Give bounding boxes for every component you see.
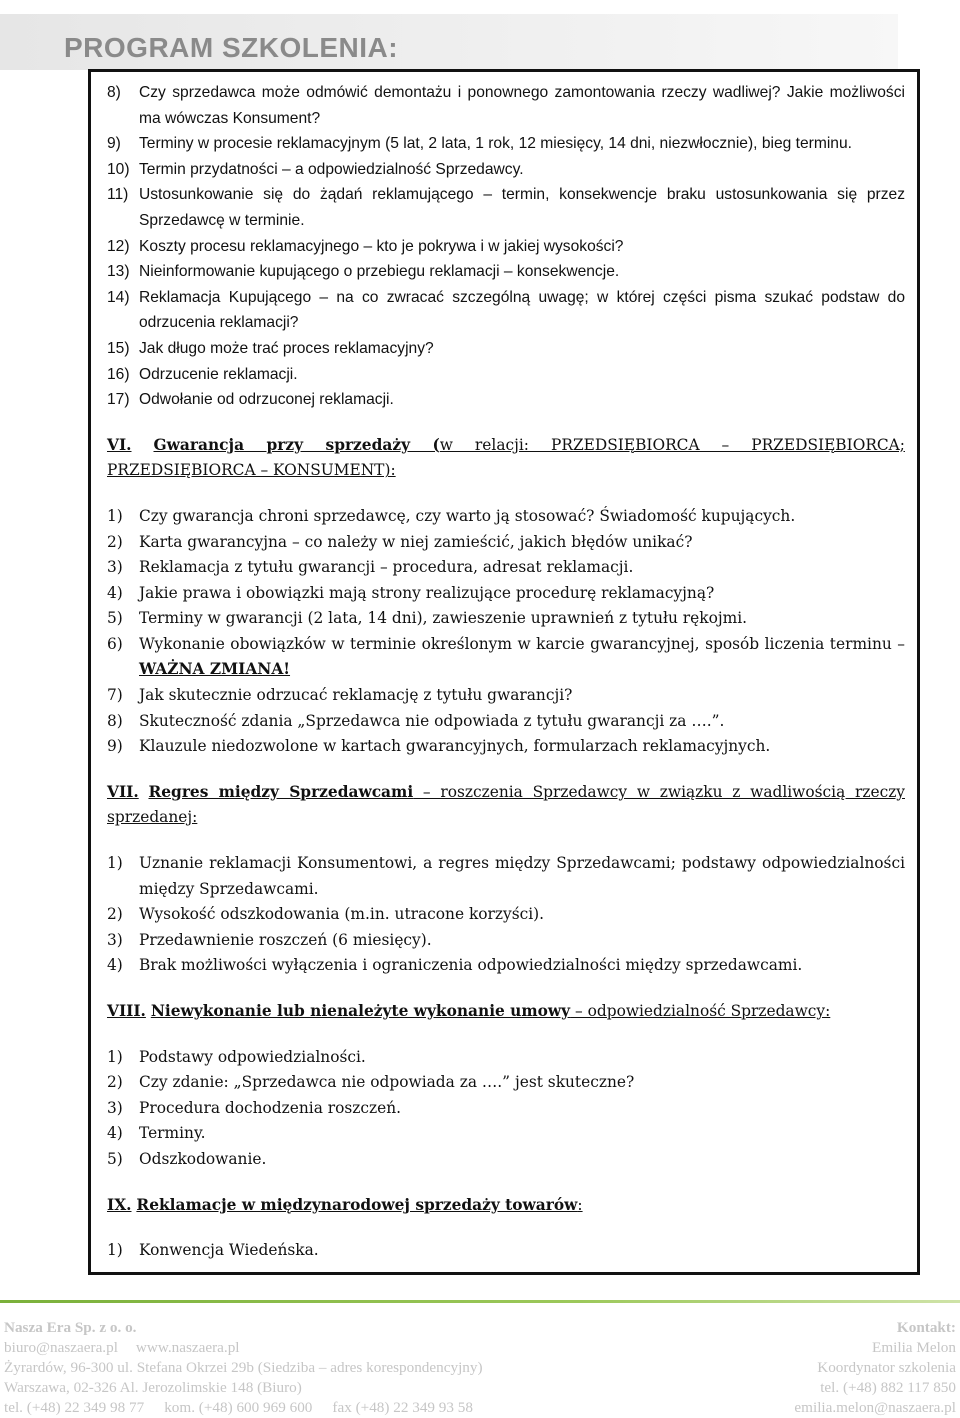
section-relation: w relacji: — [439, 435, 551, 454]
list-item-number: 9) — [107, 737, 123, 756]
list-item-number: 9) — [107, 135, 121, 153]
list-item-number: 7) — [107, 686, 123, 705]
section-number: VII. — [107, 782, 139, 801]
list-item-number: 15) — [107, 339, 130, 357]
footer-website-link[interactable]: www.naszaera.pl — [135, 1339, 240, 1356]
list-vi — [107, 504, 905, 760]
list-item — [107, 259, 905, 285]
list-item-text: Czy sprzedawca może odmówić demontażu i ponownego zamontowania rzeczy wadliwej? Jakie możliwości ma wówczas Konsument? — [139, 84, 905, 127]
list-item-text: Przedawnienie roszczeń (6 miesięcy). — [139, 930, 432, 949]
list-item — [107, 336, 905, 362]
list-item-text: Terminy w gwarancji (2 lata, 14 dni), zawieszenie uprawnień z tytułu rękojmi. — [139, 609, 748, 628]
section-title: Regres między Sprzedawcami — [148, 782, 414, 801]
footer — [4, 1318, 956, 1418]
footer-company: Nasza Era Sp. z o. o. — [4, 1319, 137, 1336]
list-item-number: 10) — [107, 160, 130, 178]
list-item-text: Jakie prawa i obowiązki mają strony realizujące procedurę reklamacyjną? — [139, 583, 715, 602]
list-item-text: Podstawy odpowiedzialności. — [139, 1047, 366, 1066]
list-item — [107, 632, 905, 683]
footer-contact-role: Koordynator szkolenia — [817, 1359, 956, 1376]
list-item-text: Koszty procesu reklamacyjnego – kto je pokrywa i w jakiej wysokości? — [139, 237, 624, 255]
list-item-number: 16) — [107, 365, 130, 383]
list-item-text: Klauzule niedozwolone w kartach gwarancyjnych, formularzach reklamacyjnych. — [139, 737, 771, 756]
list-item-number: 3) — [107, 1098, 123, 1117]
list-item-text: Brak możliwości wyłączenia i ograniczenia odpowiedzialności między sprzedawcami. — [139, 956, 803, 975]
list-item-number: 1) — [107, 1047, 123, 1066]
list-item-number: 13) — [107, 263, 130, 281]
list-item-number: 2) — [107, 532, 123, 551]
list-item-number: 4) — [107, 956, 123, 975]
section-tail: – odpowiedzialność Sprzedawcy: — [570, 1002, 831, 1020]
footer-kom: kom. (+48) 600 969 600 — [164, 1399, 313, 1416]
list-item-text: Ustosunkowanie się do żądań reklamującego – termin, konsekwencje braku ustosunkowania się przez Sprzedawcę w terminie. — [139, 186, 905, 229]
list-item — [107, 1121, 905, 1147]
list-item-number: 17) — [107, 391, 130, 409]
section-vi-heading — [107, 433, 905, 484]
section-vii-heading — [107, 780, 905, 831]
list-item — [107, 555, 905, 581]
list-item-text: Czy zdanie: „Sprzedawca nie odpowiada za ….” jest skuteczne? — [139, 1073, 635, 1092]
list-item-number: 2) — [107, 905, 123, 924]
list-item — [107, 851, 905, 902]
list-item — [107, 1147, 905, 1173]
list-item — [107, 606, 905, 632]
list-item-number: 8) — [107, 711, 123, 730]
section-title: Gwarancja przy sprzedaży ( — [153, 435, 440, 454]
section-title: Niewykonanie lub nienależyte wykonanie umowy — [150, 1002, 571, 1020]
list-item-text: Terminy. — [139, 1124, 206, 1143]
list-item-number: 3) — [107, 558, 123, 577]
footer-contact-tel: tel. (+48) 882 117 850 — [820, 1379, 956, 1396]
list-item — [107, 709, 905, 735]
list-item — [107, 234, 905, 260]
important-change-label: WAŻNA ZMIANA! — [139, 660, 291, 679]
list-item — [107, 1238, 905, 1264]
list-item — [107, 504, 905, 530]
list-vii — [107, 851, 905, 979]
section-number: VI. — [107, 435, 132, 454]
list-item — [107, 1045, 905, 1071]
list-item-text: Nieinformowanie kupującego o przebiegu reklamacji – konsekwencje. — [139, 263, 620, 281]
footer-tel: tel. (+48) 22 349 98 77 — [4, 1399, 145, 1416]
list-item-text: Skuteczność zdania „Sprzedawca nie odpowiada z tytułu gwarancji za ….”. — [139, 711, 725, 730]
list-item — [107, 683, 905, 709]
list-item-text: Odszkodowanie. — [139, 1149, 267, 1168]
list-item — [107, 734, 905, 760]
list-item-number: 12) — [107, 237, 130, 255]
list-item-text: Jak długo może trać proces reklamacyjny? — [139, 339, 434, 357]
page-title: PROGRAM SZKOLENIA: — [64, 32, 399, 63]
list-item-text: Czy gwarancja chroni sprzedawcę, czy warto ją stosować? Świadomość kupujących. — [139, 506, 796, 525]
list-item — [107, 285, 905, 336]
footer-contact-label: Kontakt: — [896, 1319, 956, 1336]
list-ix — [107, 1238, 905, 1264]
section-number: VIII. — [107, 1002, 146, 1020]
list-item-number: 4) — [107, 583, 123, 602]
list-top — [107, 80, 905, 413]
footer-email-link[interactable]: biuro@naszaera.pl — [4, 1339, 118, 1356]
list-item-number: 2) — [107, 1073, 123, 1092]
section-number: IX. — [107, 1195, 132, 1214]
list-item-number: 6) — [107, 634, 123, 653]
section-ix-heading — [107, 1193, 905, 1219]
footer-fax: fax (+48) 22 349 93 58 — [332, 1399, 473, 1416]
list-item-text: Konwencja Wiedeńska. — [139, 1241, 319, 1260]
list-item — [107, 157, 905, 183]
section-tail: PRZEDSIĘBIORCA – PRZEDSIĘBIORCA; — [551, 435, 905, 454]
list-item-text: Procedura dochodzenia roszczeń. — [139, 1098, 402, 1117]
footer-contact-name: Emilia Melon — [872, 1339, 956, 1356]
list-item — [107, 362, 905, 388]
list-item-text: Wykonanie obowiązków w terminie określonym w karcie gwarancyjnej, sposób liczenia terminu – WAŻNA ZMIANA! — [139, 634, 905, 679]
list-item-text: Termin przydatności – a odpowiedzialność Sprzedawcy. — [139, 160, 524, 178]
list-item-text: Odwołanie od odrzuconej reklamacji. — [139, 391, 394, 409]
list-item-text: Wysokość odszkodowania (m.in. utracone korzyści). — [139, 905, 545, 924]
section-tail: : — [577, 1195, 583, 1214]
list-item-text: Odrzucenie reklamacji. — [139, 365, 298, 383]
list-item — [107, 1070, 905, 1096]
section-tail-2: sprzedanej: — [107, 808, 198, 827]
list-item — [107, 928, 905, 954]
footer-address-1: Żyrardów, 96-300 ul. Stefana Okrzei 29b (Siedziba – adres korespondencyjny) — [4, 1359, 483, 1376]
footer-contact-email-link[interactable]: emilia.melon@naszaera.pl — [794, 1399, 956, 1416]
section-title: Reklamacje w międzynarodowej sprzedaży towarów — [136, 1195, 578, 1214]
list-item-number: 11) — [107, 186, 129, 204]
list-item-number: 1) — [107, 506, 123, 525]
list-item — [107, 387, 905, 413]
list-item-number: 3) — [107, 930, 123, 949]
section-tail-2: PRZEDSIĘBIORCA – KONSUMENT): — [107, 461, 396, 480]
list-viii — [107, 1045, 905, 1173]
list-item-number: 5) — [107, 609, 123, 628]
list-item — [107, 131, 905, 157]
list-item-number: 8) — [107, 84, 121, 101]
list-item — [107, 581, 905, 607]
list-item — [107, 953, 905, 979]
list-item-text: Reklamacja z tytułu gwarancji – procedura, adresat reklamacji. — [139, 558, 634, 577]
list-item — [107, 182, 905, 233]
list-item-number: 1) — [107, 854, 123, 873]
list-item-text: Reklamacja Kupującego – na co zwracać szczególną uwagę; w której części pisma szukać podstaw do odrzucenia reklamacji? — [139, 288, 905, 332]
list-item-number: 1) — [107, 1241, 123, 1260]
program-content — [107, 80, 905, 1264]
list-item-text: Uznanie reklamacji Konsumentowi, a regres między Sprzedawcami; podstawy odpowiedzialności między Sprzedawcami. — [139, 854, 905, 898]
list-item-number: 5) — [107, 1149, 123, 1168]
list-item — [107, 530, 905, 556]
list-item-text: Terminy w procesie reklamacyjnym (5 lat, 2 lata, 1 rok, 12 miesięcy, 14 dni, niezwłocznie), bieg terminu. — [139, 135, 852, 153]
list-item-text: Jak skutecznie odrzucać reklamację z tytułu gwarancji? — [139, 686, 573, 705]
list-item — [107, 902, 905, 928]
program-frame — [88, 69, 920, 1275]
section-viii-heading — [107, 999, 905, 1025]
footer-address-2: Warszawa, 02-326 Al. Jerozolimskie 148 (Biuro) — [4, 1379, 302, 1396]
list-item-number: 14) — [107, 288, 130, 306]
list-item-number: 4) — [107, 1124, 123, 1143]
list-item — [107, 1096, 905, 1122]
footer-divider — [0, 1300, 960, 1303]
list-item-text: Karta gwarancyjna – co należy w niej zamieścić, jakich błędów unikać? — [139, 532, 693, 551]
section-tail: – roszczenia Sprzedawcy w związku z wadliwością rzeczy — [413, 782, 905, 801]
list-item — [107, 80, 905, 131]
